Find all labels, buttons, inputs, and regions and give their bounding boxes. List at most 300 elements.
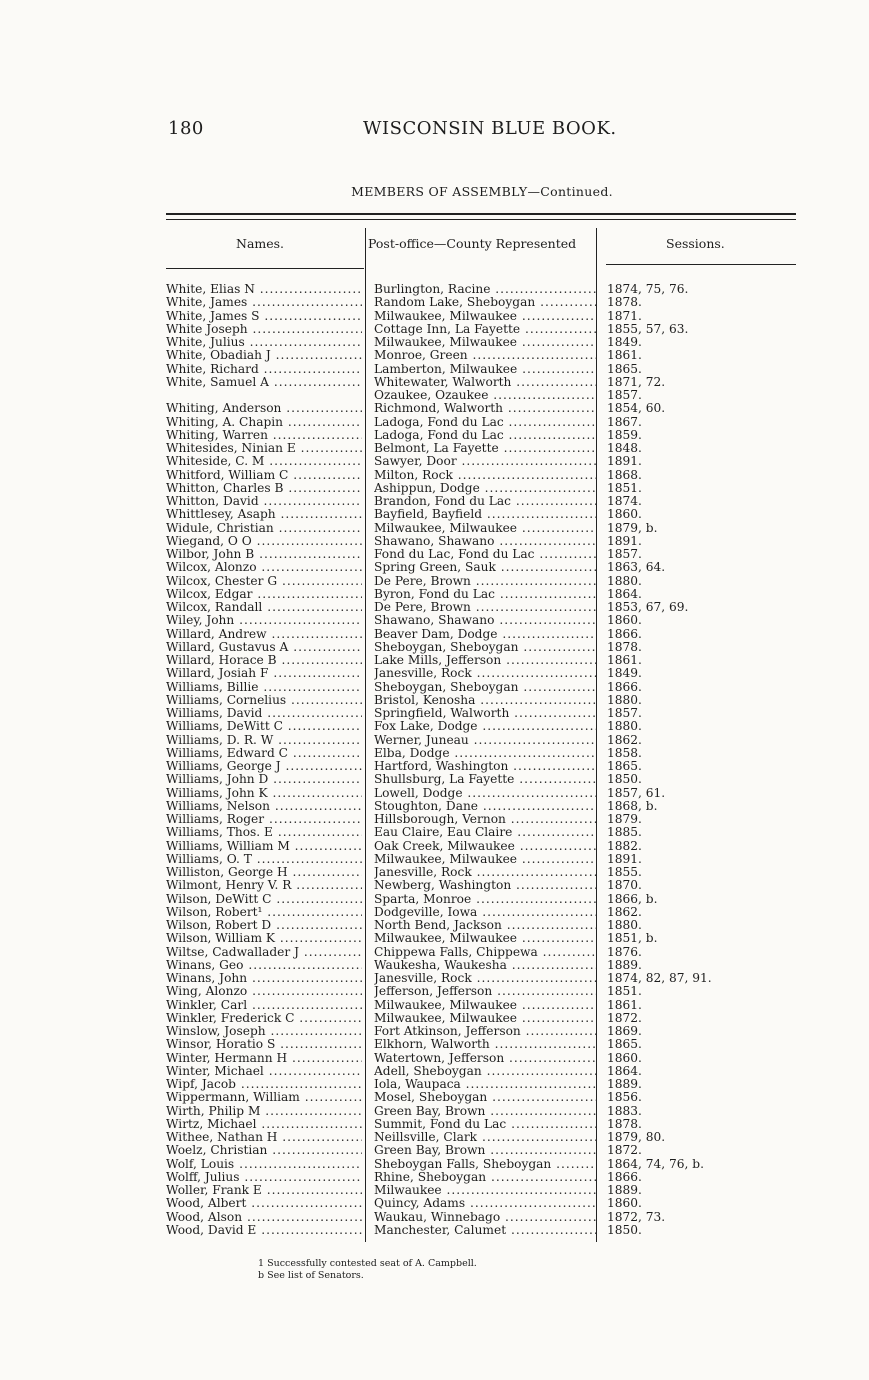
post-office-county: Green Bay, Brown ..... [374,1105,596,1118]
sessions: 1880. [607,693,642,707]
member-name: Wiegand, O O ..... [166,535,362,548]
sessions: 1872, 73. [607,1210,666,1224]
sessions: 1866, b. [607,892,658,906]
member-name: Woller, Frank E ..... [166,1184,362,1197]
post-office-county: Janesville, Rock ..... [374,667,596,680]
table-row [0,734,869,747]
sessions: 1878. [607,1117,642,1131]
table-row [0,1131,869,1144]
member-name: Wilson, Robert¹ ..... [166,906,362,919]
member-name: Wirtz, Michael ..... [166,1118,362,1131]
page-header [168,118,796,148]
table-row [0,959,869,972]
sessions: 1866. [607,680,642,694]
table-row [0,535,869,548]
sessions: 1868. [607,468,642,482]
sessions: 1848. [607,442,642,455]
member-name: Willard, Gustavus A ..... [166,641,362,654]
post-office-county: Fort Atkinson, Jefferson ..... [374,1025,596,1038]
post-office-county: Milwaukee, Milwaukee ..... [374,999,596,1012]
table-row [0,548,869,561]
post-office-county: Lowell, Dodge ..... [374,787,596,800]
footnotes [258,1258,477,1282]
post-office-county: Richmond, Walworth ..... [374,402,596,415]
sessions: 1880. [607,574,642,588]
sessions: 1849. [607,336,642,349]
sessions: 1872. [607,1144,642,1158]
sessions: 1863, 64. [607,561,666,575]
post-office-county: Hillsborough, Vernon ..... [374,813,596,826]
post-office-county: Milwaukee, Milwaukee ..... [374,1012,596,1025]
sessions: 1868, b. [607,799,658,813]
sessions: 1860. [607,508,642,522]
sessions: 1866. [607,1170,642,1184]
sessions: 1850. [607,1223,642,1237]
post-office-county: Bayfield, Bayfield ..... [374,508,596,521]
table-row [0,1052,869,1065]
member-name: Williams, Nelson ..... [166,800,362,813]
post-office-county: Sawyer, Door ..... [374,455,596,468]
member-name: Wilbor, John B ..... [166,548,362,561]
table-row [0,323,869,336]
post-office-county: Sheboygan, Sheboygan ..... [374,641,596,654]
post-office-county: North Bend, Jackson ..... [374,919,596,932]
sessions: 1864, 74, 76, b. [607,1157,704,1171]
member-name: White, Elias N ..... [166,283,362,296]
sessions: 1856. [607,1091,642,1105]
table-row [0,1144,869,1157]
member-name: Wolff, Julius ..... [166,1171,362,1184]
member-name: Winsor, Horatio S ..... [166,1038,362,1051]
post-office-county: Fond du Lac, Fond du Lac ..... [374,548,596,561]
sessions: 1872. [607,1011,642,1025]
sessions: 1891. [607,852,642,866]
table-row [0,826,869,839]
sessions: 1855. [607,866,642,879]
sessions: 1874, 75, 76. [607,283,689,296]
table-row [0,1184,869,1197]
member-name: White, James S ..... [166,310,362,323]
member-name: Winans, John ..... [166,972,362,985]
table-row [0,575,869,588]
footnote-1: 1 Successfully contested seat of A. Campbell. [258,1258,477,1269]
post-office-county: Quincy, Adams ..... [374,1197,596,1210]
sessions: 1862. [607,905,642,919]
table-row [0,416,869,429]
member-name: Williams, D. R. W ..... [166,734,362,747]
sessions: 1879, b. [607,521,658,535]
sessions: 1891. [607,455,642,469]
member-name: Willard, Horace B ..... [166,654,362,667]
sessions: 1878. [607,296,642,310]
post-office-county: Watertown, Jefferson ..... [374,1052,596,1065]
sessions: 1883. [607,1104,642,1118]
header-rule-sessions [606,264,796,265]
table-row [0,588,869,601]
table-row [0,800,869,813]
post-office-county: Dodgeville, Iowa ..... [374,906,596,919]
member-name: Wiltse, Cadwallader J ..... [166,946,362,959]
member-name: Wing, Alonzo ..... [166,985,362,998]
member-name: Williams, John K ..... [166,787,362,800]
member-name: Whiteside, C. M ..... [166,455,362,468]
sessions: 1851. [607,985,642,999]
member-name: Whiting, A. Chapin ..... [166,416,362,429]
post-office-county: Ozaukee, Ozaukee ..... [374,389,596,402]
table-row [0,972,869,985]
member-name: Winkler, Frederick C ..... [166,1012,362,1025]
table-row [0,787,869,800]
table-row [0,853,869,866]
sessions: 1865. [607,760,642,773]
sessions: 1889. [607,1078,642,1091]
sessions: 1861. [607,654,642,667]
table-row [0,707,869,720]
member-name: Williams, Billie ..... [166,681,362,694]
sessions: 1860. [607,1051,642,1065]
footnote-b: b See list of Senators. [258,1270,364,1281]
sessions: 1865. [607,362,642,376]
post-office-county: Belmont, La Fayette ..... [374,442,596,455]
table-row [0,694,869,707]
post-office-county: Sheboygan, Sheboygan ..... [374,681,596,694]
post-office-county: Manchester, Calumet ..... [374,1224,596,1237]
post-office-county: Ladoga, Fond du Lac ..... [374,416,596,429]
sessions: 1854, 60. [607,402,666,416]
sessions: 1874, 82, 87, 91. [607,972,712,985]
sessions: 1882. [607,839,642,853]
post-office-county: Bristol, Kenosha ..... [374,694,596,707]
sessions: 1869. [607,1025,642,1038]
post-office-county: Monroe, Green ..... [374,349,596,362]
table-row [0,363,869,376]
table-row [0,601,869,614]
member-name: Whiting, Anderson ..... [166,402,362,415]
post-office-county: Milwaukee, Milwaukee ..... [374,932,596,945]
member-name: Whitesides, Ninian E ..... [166,442,362,455]
table-row [0,495,869,508]
member-name: Willard, Andrew ..... [166,628,362,641]
sessions: 1857. [607,389,642,402]
member-name: Wilson, Robert D ..... [166,919,362,932]
post-office-county: Iola, Waupaca ..... [374,1078,596,1091]
header-rule-names [166,268,364,269]
table-row [0,283,869,296]
table-row [0,349,869,362]
post-office-county: Sparta, Monroe ..... [374,893,596,906]
sessions: 1889. [607,958,642,972]
sessions: 1871, 72. [607,375,666,389]
member-name: Wood, Alson ..... [166,1211,362,1224]
post-office-county: Summit, Fond du Lac ..... [374,1118,596,1131]
table-row [0,879,869,892]
post-office-county: Milwaukee, Milwaukee ..... [374,522,596,535]
table-row [0,1171,869,1184]
members-table [0,283,869,1237]
member-name: White, Obadiah J ..... [166,349,362,362]
post-office-county: Shawano, Shawano ..... [374,535,596,548]
table-row [0,866,869,879]
post-office-county: Sheboygan Falls, Sheboygan ..... [374,1158,596,1171]
post-office-county: Newberg, Washington ..... [374,879,596,892]
table-row [0,946,869,959]
member-name: Wilson, DeWitt C ..... [166,893,362,906]
member-name: Williams, O. T ..... [166,853,362,866]
post-office-county: Hartford, Washington ..... [374,760,596,773]
member-name: Williams, DeWitt C ..... [166,720,362,733]
table-row [0,720,869,733]
post-office-county: Adell, Sheboygan ..... [374,1065,596,1078]
table-row [0,893,869,906]
member-name: Winans, Geo ..... [166,959,362,972]
post-office-county: Burlington, Racine ..... [374,283,596,296]
sessions: 1855, 57, 63. [607,322,689,336]
post-office-county: Lamberton, Milwaukee ..... [374,363,596,376]
sessions: 1864. [607,587,642,601]
table-row [0,508,869,521]
post-office-county: Rhine, Sheboygan ..... [374,1171,596,1184]
sessions: 1867. [607,415,642,429]
post-office-county: De Pere, Brown ..... [374,575,596,588]
member-name: Williams, Roger ..... [166,813,362,826]
member-name: Whittlesey, Asaph ..... [166,508,362,521]
table-row [0,1224,869,1237]
member-name: Williams, John D ..... [166,773,362,786]
table-row [0,469,869,482]
member-name: Wilcox, Chester G ..... [166,575,362,588]
member-name: Wood, David E ..... [166,1224,362,1237]
sessions: 1853, 67, 69. [607,601,689,614]
table-row [0,1197,869,1210]
sessions: 1849. [607,667,642,681]
table-row [0,482,869,495]
table-row [0,614,869,627]
member-name: Winter, Hermann H ..... [166,1052,362,1065]
post-office-county: Janesville, Rock ..... [374,972,596,985]
member-name: Wirth, Philip M ..... [166,1105,362,1118]
table-row [0,455,869,468]
sessions: 1880. [607,919,642,932]
sessions: 1851, b. [607,932,658,946]
member-name: Williams, Cornelius ..... [166,694,362,707]
sessions: 1857. [607,707,642,720]
sessions: 1857, 61. [607,786,666,800]
sessions: 1864. [607,1064,642,1078]
post-office-county: Chippewa Falls, Chippewa ..... [374,946,596,959]
member-name: Williams, George J ..... [166,760,362,773]
table-row [0,747,869,760]
sessions: 1866. [607,627,642,641]
table-row [0,906,869,919]
member-name: White, James ..... [166,296,362,309]
sessions: 1891. [607,534,642,548]
member-name: Wilcox, Alonzo ..... [166,561,362,574]
table-row [0,919,869,932]
member-name: Williams, William M ..... [166,840,362,853]
sessions: 1861. [607,349,642,363]
member-name: Wilcox, Edgar ..... [166,588,362,601]
post-office-county: Milwaukee, Milwaukee ..... [374,310,596,323]
member-name: Willard, Josiah F ..... [166,667,362,680]
sessions: 1870. [607,879,642,893]
sessions: 1879, 80. [607,1131,666,1144]
sessions: 1885. [607,826,642,840]
table-row [0,402,869,415]
post-office-county: Green Bay, Brown ..... [374,1144,596,1157]
member-name: Woelz, Christian ..... [166,1144,362,1157]
sessions: 1878. [607,640,642,654]
post-office-county: Eau Claire, Eau Claire ..... [374,826,596,839]
table-row [0,1065,869,1078]
table-row [0,1105,869,1118]
table-row [0,442,869,455]
post-office-county: De Pere, Brown ..... [374,601,596,614]
post-office-county: Werner, Juneau ..... [374,734,596,747]
post-office-county: Shawano, Shawano ..... [374,614,596,627]
table-row [0,336,869,349]
member-name: Whiting, Warren ..... [166,429,362,442]
table-row [0,667,869,680]
table-row [0,1118,869,1131]
sessions: 1889. [607,1184,642,1197]
member-name: Wiley, John ..... [166,614,362,627]
section-subtitle: MEMBERS OF ASSEMBLY—Continued. [351,184,613,199]
member-name: Wood, Albert ..... [166,1197,362,1210]
table-row [0,985,869,998]
table-row [0,1038,869,1051]
sessions: 1874. [607,495,642,508]
table-row [0,760,869,773]
table-row [0,522,869,535]
table-row [0,1078,869,1091]
sessions: 1871. [607,309,642,323]
top-rule-thin [166,219,796,220]
post-office-county: Random Lake, Sheboygan ..... [374,296,596,309]
member-name: Whitton, David ..... [166,495,362,508]
member-name: Winkler, Carl ..... [166,999,362,1012]
post-office-county: Spring Green, Sauk ..... [374,561,596,574]
table-row [0,681,869,694]
member-name: White, Richard ..... [166,363,362,376]
post-office-county: Milwaukee ..... [374,1184,596,1197]
post-office-county: Milwaukee, Milwaukee ..... [374,336,596,349]
member-name: Williams, David ..... [166,707,362,720]
table-row [0,429,869,442]
member-name: Whitford, William C ..... [166,469,362,482]
post-office-county: Shullsburg, La Fayette ..... [374,773,596,786]
table-row [0,654,869,667]
sessions: 1880. [607,720,642,734]
post-office-county: Milton, Rock ..... [374,469,596,482]
table-row [0,1091,869,1104]
post-office-county: Mosel, Sheboygan ..... [374,1091,596,1104]
column-header-sessions: Sessions. [666,236,725,251]
member-name: Williston, George H ..... [166,866,362,879]
sessions: 1860. [607,614,642,628]
table-row [0,773,869,786]
sessions: 1862. [607,733,642,747]
post-office-county: Byron, Fond du Lac ..... [374,588,596,601]
post-office-county: Lake Mills, Jefferson ..... [374,654,596,667]
sessions: 1857. [607,548,642,561]
member-name: Winslow, Joseph ..... [166,1025,362,1038]
sessions: 1860. [607,1197,642,1211]
table-row [0,1211,869,1224]
table-row [0,628,869,641]
member-name: Wilcox, Randall ..... [166,601,362,614]
book-title: WISCONSIN BLUE BOOK. [363,118,617,139]
table-row [0,1012,869,1025]
post-office-county: Ashippun, Dodge ..... [374,482,596,495]
table-row [0,376,869,389]
post-office-county: Whitewater, Walworth ..... [374,376,596,389]
post-office-county: Waukesha, Waukesha ..... [374,959,596,972]
table-row [0,310,869,323]
table-row [0,999,869,1012]
post-office-county: Waukau, Winnebago ..... [374,1211,596,1224]
table-row [0,389,869,402]
sessions: 1876. [607,945,642,959]
post-office-county: Milwaukee, Milwaukee ..... [374,853,596,866]
column-header-names: Names. [236,236,285,251]
member-name: White Joseph ..... [166,323,362,336]
member-name: Widule, Christian ..... [166,522,362,535]
member-name: Wippermann, William ..... [166,1091,362,1104]
member-name: Wolf, Louis ..... [166,1158,362,1171]
table-row [0,813,869,826]
table-row [0,296,869,309]
sessions: 1851. [607,481,642,495]
sessions: 1859. [607,428,642,442]
member-name: Withee, Nathan H ..... [166,1131,362,1144]
post-office-county: Elkhorn, Walworth ..... [374,1038,596,1051]
sessions: 1861. [607,998,642,1012]
member-name: Whitton, Charles B ..... [166,482,362,495]
member-name: Williams, Edward C ..... [166,747,362,760]
post-office-county: Brandon, Fond du Lac ..... [374,495,596,508]
sessions: 1858. [607,746,642,760]
table-row [0,561,869,574]
post-office-county: Neillsville, Clark ..... [374,1131,596,1144]
sessions: 1865. [607,1038,642,1052]
member-name: Winter, Michael ..... [166,1065,362,1078]
member-name: White, Samuel A ..... [166,376,362,389]
member-name: Wilson, William K ..... [166,932,362,945]
column-header-post-office: Post-office—County Represented [368,236,577,251]
member-name: Wipf, Jacob ..... [166,1078,362,1091]
table-row [0,1158,869,1171]
post-office-county: Cottage Inn, La Fayette ..... [374,323,596,336]
member-name: White, Julius ..... [166,336,362,349]
table-row [0,641,869,654]
post-office-county: Janesville, Rock ..... [374,866,596,879]
post-office-county: Springfield, Walworth ..... [374,707,596,720]
post-office-county: Beaver Dam, Dodge ..... [374,628,596,641]
table-row [0,932,869,945]
member-name: Wilmont, Henry V. R ..... [166,879,362,892]
post-office-county: Stoughton, Dane ..... [374,800,596,813]
post-office-county: Elba, Dodge ..... [374,747,596,760]
post-office-county: Oak Creek, Milwaukee ..... [374,840,596,853]
sessions: 1850. [607,773,642,787]
page-number: 180 [168,118,204,139]
post-office-county: Jefferson, Jefferson ..... [374,985,596,998]
post-office-county: Ladoga, Fond du Lac ..... [374,429,596,442]
post-office-county: Fox Lake, Dodge ..... [374,720,596,733]
table-row [0,840,869,853]
sessions: 1879. [607,813,642,826]
top-rule-thick [166,213,796,215]
